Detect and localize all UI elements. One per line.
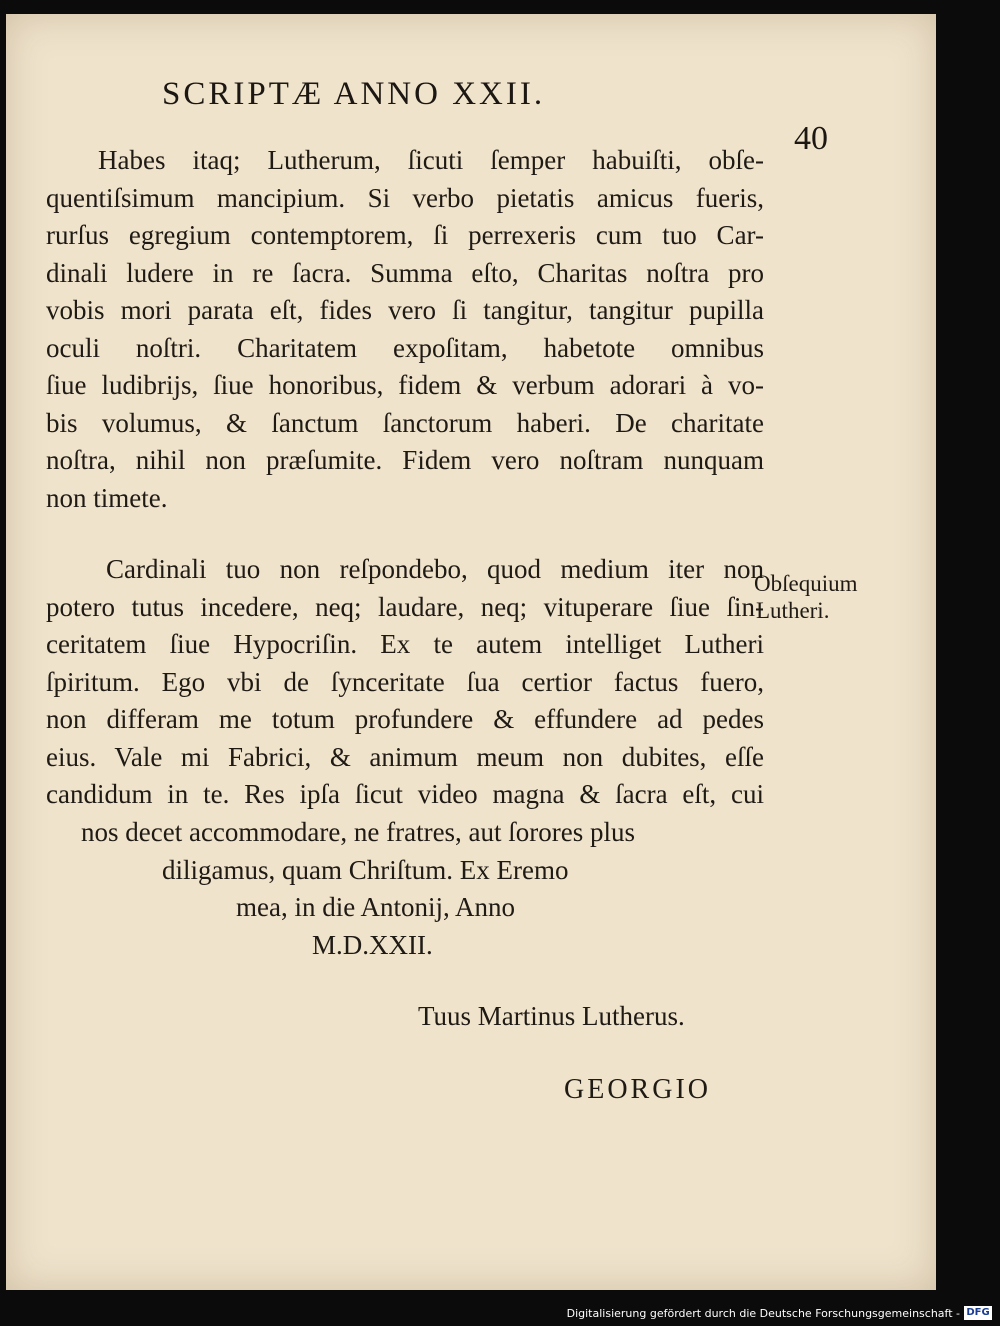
- text-line: non timete.: [46, 482, 168, 513]
- text-line: eius. Vale mi Fabrici, & animum meum non dubites, eſſe: [46, 741, 764, 772]
- text-line: candidum in te. Res ipſa ſicut video magna & ſacra eſt, cui: [46, 779, 764, 809]
- text-line: Cardinali tuo non reſpondebo, quod medium iter non: [106, 554, 764, 584]
- text-line: ſpiritum. Ego vbi de ſynceritate ſua certior factus fuero,: [46, 666, 764, 697]
- credit-text: Digitalisierung gefördert durch die Deutsche Forschungsgemeinschaft -: [566, 1306, 960, 1320]
- marginal-note-line: Lutheri.: [756, 598, 830, 623]
- text-line: bis volumus, & ſanctum ſanctorum haberi. De charitate: [46, 407, 764, 438]
- text-line: quentiſsimum mancipium. Si verbo pietatis amicus fueris,: [46, 182, 764, 213]
- text-line: nos decet accommodare, ne fratres, aut ſorores plus: [81, 817, 636, 847]
- running-head: SCRIPTÆ ANNO XXII.: [162, 76, 546, 112]
- date-line: M.D.XXII.: [312, 929, 433, 960]
- dfg-logo-icon: DFG: [964, 1306, 992, 1320]
- signature: Tuus Martinus Lutherus.: [418, 1001, 685, 1031]
- text-line: non differam me totum profundere & effundere ad pedes: [46, 704, 764, 734]
- text-line: ceritatem ſiue Hypocriſin. Ex te autem intelliget Lutheri: [46, 629, 764, 659]
- page-number: 40: [794, 120, 828, 157]
- text-line: Habes itaq; Lutherum, ſicuti ſemper habuiſti, obſe-: [98, 145, 764, 175]
- text-line: diligamus, quam Chriſtum. Ex Eremo: [162, 854, 569, 885]
- text-line: rurſus egregium contemptorem, ſi perrexeris cum tuo Car-: [46, 220, 764, 250]
- digitization-credit: [567, 1306, 992, 1320]
- marginal-note-line: Obſequium: [754, 571, 858, 596]
- catchword: GEORGIO: [564, 1074, 711, 1105]
- paragraph-2: [46, 551, 764, 814]
- paragraph-2-tail: [46, 814, 764, 964]
- text-line: noſtra, nihil non præſumite. Fidem vero noſtram nunquam: [46, 445, 764, 475]
- text-line: mea, in die Antonij, Anno: [236, 892, 515, 922]
- book-page: [6, 14, 936, 1290]
- text-line: ſiue ludibrijs, ſiue honoribus, fidem & verbum adorari à vo-: [46, 370, 764, 400]
- text-line: oculi noſtri. Charitatem expoſitam, habetote omnibus: [46, 332, 764, 363]
- marginal-note: [754, 570, 858, 624]
- text-line: potero tutus incedere, neq; laudare, neq; vituperare ſiue ſin-: [46, 591, 764, 622]
- paragraph-1: [46, 142, 764, 517]
- text-line: dinali ludere in re ſacra. Summa eſto, Charitas noſtra pro: [46, 257, 764, 288]
- text-line: vobis mori parata eſt, fides vero ſi tangitur, tangitur pupilla: [46, 295, 764, 325]
